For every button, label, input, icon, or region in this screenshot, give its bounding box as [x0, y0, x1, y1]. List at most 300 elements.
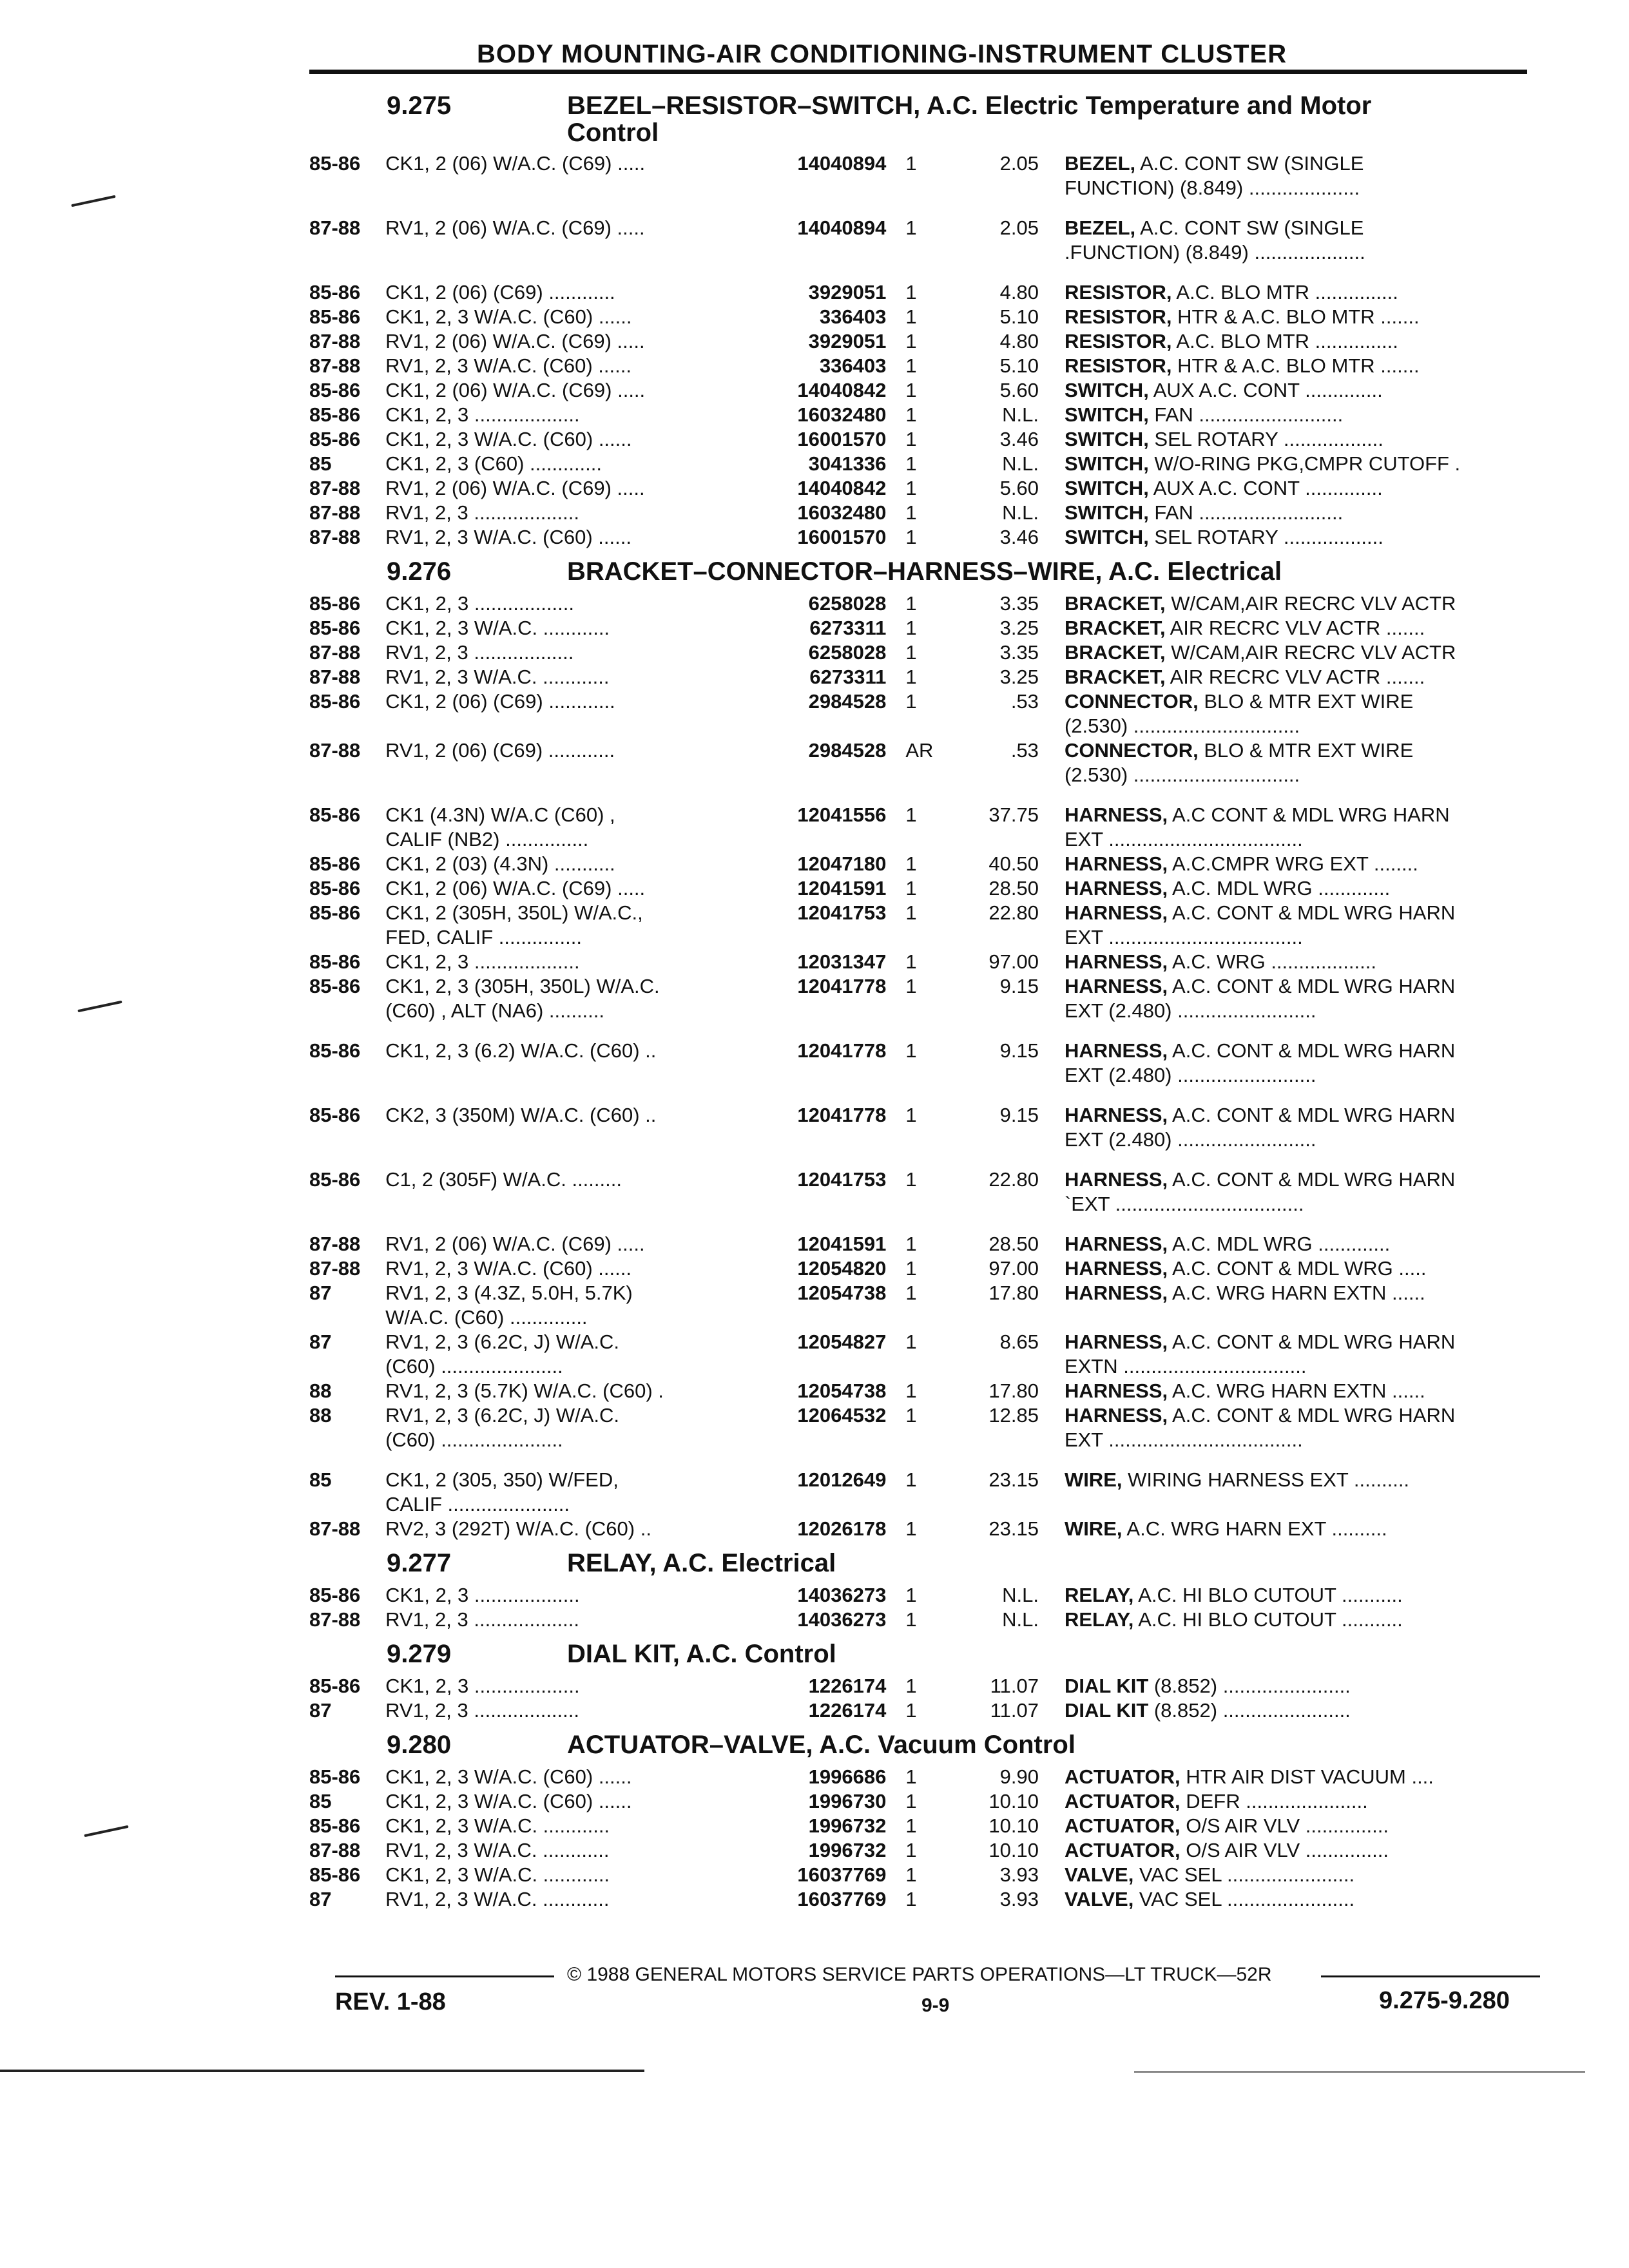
footer-copyright: © 1988 GENERAL MOTORS SERVICE PARTS OPERATIONS—LT TRUCK—52R [567, 1964, 1272, 1985]
bottom-rule [0, 2070, 644, 2072]
part-description [1039, 1168, 1534, 1216]
quantity: 1 [905, 975, 917, 997]
part-number: 1226174 [808, 1699, 887, 1722]
part-number: 14040894 [797, 216, 887, 239]
part-row [309, 329, 1534, 354]
quantity: 1 [905, 526, 917, 548]
part-number: 16032480 [797, 403, 887, 426]
model-year: 85-86 [309, 690, 361, 713]
model-application: RV1, 2, 3 ................... [385, 1699, 579, 1722]
model-year: 85-86 [309, 152, 361, 175]
part-description [1039, 1403, 1534, 1452]
part-name: HARNESS, [1064, 1257, 1168, 1280]
part-name: HARNESS, [1064, 1404, 1168, 1427]
model-year: 87-88 [309, 501, 361, 524]
part-description [1039, 640, 1534, 665]
model-year: 87-88 [309, 477, 361, 499]
quantity: 1 [905, 1699, 917, 1722]
part-name: HARNESS, [1064, 950, 1168, 973]
part-number: 12041753 [797, 1168, 887, 1191]
part-detail: HTR & A.C. BLO MTR ....... [1171, 354, 1420, 377]
part-description [1039, 151, 1534, 200]
section-heading [309, 1731, 1534, 1760]
part-number: 12041591 [797, 1233, 887, 1255]
part-description [1039, 1789, 1534, 1814]
model-application: RV1, 2, 3 W/A.C. ............ [385, 1888, 610, 1910]
part-row [309, 1838, 1534, 1863]
part-description [1039, 591, 1534, 616]
price: 23.15 [988, 1468, 1039, 1491]
part-number: 6258028 [808, 641, 887, 664]
part-detail: VAC SEL ....................... [1133, 1888, 1355, 1910]
model-application: RV1, 2 (06) W/A.C. (C69) ..... [385, 216, 645, 239]
part-row [309, 901, 1534, 950]
part-detail: A.C. WRG HARN EXT .......... [1122, 1517, 1387, 1540]
quantity: 1 [905, 1039, 917, 1062]
model-year: 85-86 [309, 1168, 361, 1191]
quantity: 1 [905, 592, 917, 615]
part-description [1039, 1608, 1534, 1632]
part-number: 336403 [819, 305, 887, 328]
part-description [1039, 1256, 1534, 1281]
part-row [309, 640, 1534, 665]
model-year: 87-88 [309, 666, 361, 688]
price: N.L. [1002, 403, 1039, 426]
model-year: 87-88 [309, 330, 361, 352]
section-9-277 [309, 1549, 1534, 1632]
part-detail: FAN .......................... [1148, 501, 1344, 524]
section-9-280 [309, 1731, 1534, 1912]
price: 10.10 [988, 1814, 1039, 1837]
part-number: 12041591 [797, 877, 887, 899]
part-name: VALVE, [1064, 1863, 1134, 1886]
quantity: 1 [905, 641, 917, 664]
part-number: 14040894 [797, 152, 887, 175]
model-application: CK2, 3 (350M) W/A.C. (C60) .. [385, 1104, 657, 1126]
part-row [309, 452, 1534, 476]
model-year: 87 [309, 1331, 332, 1353]
section-9-279 [309, 1640, 1534, 1723]
quantity: 1 [905, 305, 917, 328]
part-detail: A.C. WRG HARN EXTN ...... [1168, 1282, 1425, 1304]
part-description [1039, 525, 1534, 550]
part-name: WIRE, [1064, 1517, 1123, 1540]
quantity: 1 [905, 1468, 917, 1491]
price: 17.80 [988, 1379, 1039, 1402]
model-year: 87-88 [309, 1839, 361, 1861]
model-year: 87 [309, 1282, 332, 1304]
part-detail: (8.852) ....................... [1148, 1675, 1351, 1697]
model-application: CK1, 2, 3 W/A.C. (C60) ...... [385, 305, 632, 328]
model-application: CK1, 2, 3 (305H, 350L) W/A.C. (C60) , ALT (NA6) .......... [385, 975, 660, 1022]
part-name: CONNECTOR, [1064, 739, 1199, 762]
price: 11.07 [990, 1675, 1039, 1697]
model-application: RV1, 2, 3 W/A.C. (C60) ...... [385, 1257, 631, 1280]
model-year: 85-86 [309, 1863, 361, 1886]
price: 22.80 [988, 1168, 1039, 1191]
part-description [1039, 378, 1534, 403]
part-number: 6273311 [809, 617, 887, 639]
price: 23.15 [988, 1517, 1039, 1540]
price: 12.85 [988, 1404, 1039, 1427]
section-number: 9.280 [387, 1731, 452, 1759]
footer-rule-left [335, 1975, 554, 1977]
part-number: 12012649 [797, 1468, 887, 1491]
part-row [309, 803, 1534, 852]
section-title: BRACKET–CONNECTOR–HARNESS–WIRE, A.C. Electrical [567, 557, 1282, 586]
part-row [309, 427, 1534, 452]
model-year: 87-88 [309, 1257, 361, 1280]
part-name: RESISTOR, [1064, 330, 1172, 352]
section-number: 9.279 [387, 1640, 452, 1668]
model-year: 85-86 [309, 281, 361, 303]
model-year: 87-88 [309, 739, 361, 762]
part-number: 16037769 [797, 1888, 887, 1910]
part-row [309, 280, 1534, 305]
part-row [309, 1583, 1534, 1608]
part-description [1039, 1765, 1534, 1789]
part-number: 12041556 [797, 803, 887, 826]
part-description [1039, 1281, 1534, 1305]
part-detail: A.C. CONT & MDL WRG HARN EXT ................................... [1064, 1404, 1456, 1451]
part-name: HARNESS, [1064, 852, 1168, 875]
price: 28.50 [988, 1233, 1039, 1255]
model-application: CK1, 2, 3 W/A.C. (C60) ...... [385, 428, 632, 450]
model-year: 85-86 [309, 403, 361, 426]
price: 22.80 [988, 901, 1039, 924]
part-detail: (8.852) ....................... [1148, 1699, 1351, 1722]
model-year: 87-88 [309, 354, 361, 377]
part-row [309, 1403, 1534, 1452]
price: 10.10 [988, 1839, 1039, 1861]
part-row [309, 1517, 1534, 1541]
model-year: 87-88 [309, 641, 361, 664]
part-name: ACTUATOR, [1064, 1790, 1181, 1812]
quantity: 1 [905, 950, 917, 973]
part-number: 16001570 [797, 428, 887, 450]
part-name: SWITCH, [1064, 379, 1149, 401]
part-row [309, 501, 1534, 525]
part-row [309, 305, 1534, 329]
part-row [309, 525, 1534, 550]
part-description [1039, 974, 1534, 1023]
section-heading [309, 91, 1534, 146]
part-row [309, 1814, 1534, 1838]
part-name: SWITCH, [1064, 428, 1149, 450]
quantity: 1 [905, 1517, 917, 1540]
part-name: HARNESS, [1064, 1168, 1168, 1191]
price: 9.90 [999, 1765, 1039, 1788]
part-number: 14040842 [797, 379, 887, 401]
quantity: 1 [905, 403, 917, 426]
part-row [309, 216, 1534, 265]
model-year: 85-86 [309, 592, 361, 615]
quantity: 1 [905, 428, 917, 450]
model-year: 85 [309, 1790, 332, 1812]
part-name: CONNECTOR, [1064, 690, 1199, 713]
part-row [309, 665, 1534, 689]
model-year: 87-88 [309, 1517, 361, 1540]
part-number: 12041778 [797, 1104, 887, 1126]
part-name: RELAY, [1064, 1608, 1134, 1631]
model-application: CK1, 2 (03) (4.3N) ........... [385, 852, 615, 875]
price: 37.75 [988, 803, 1039, 826]
part-number: 1996730 [808, 1790, 887, 1812]
part-description [1039, 1583, 1534, 1608]
model-year: 85-86 [309, 901, 361, 924]
part-row [309, 1232, 1534, 1256]
part-row [309, 378, 1534, 403]
quantity: 1 [905, 501, 917, 524]
price: N.L. [1002, 1608, 1039, 1631]
quantity: 1 [905, 1104, 917, 1126]
model-application: RV2, 3 (292T) W/A.C. (C60) .. [385, 1517, 651, 1540]
model-application: RV1, 2, 3 (6.2C, J) W/A.C. (C60) ...................... [385, 1404, 619, 1451]
part-row [309, 1863, 1534, 1887]
quantity: 1 [905, 1888, 917, 1910]
part-description [1039, 1814, 1534, 1838]
part-number: 12054738 [797, 1282, 887, 1304]
model-application: CK1, 2 (06) W/A.C. (C69) ..... [385, 152, 646, 175]
quantity: 1 [905, 1331, 917, 1353]
part-number: 12041778 [797, 1039, 887, 1062]
part-description [1039, 665, 1534, 689]
part-number: 12054820 [797, 1257, 887, 1280]
part-description [1039, 452, 1534, 476]
part-number: 2984528 [808, 739, 887, 762]
model-application: RV1, 2 (06) W/A.C. (C69) ..... [385, 330, 645, 352]
part-name: SWITCH, [1064, 501, 1149, 524]
model-application: RV1, 2, 3 ................... [385, 501, 579, 524]
part-description [1039, 876, 1534, 901]
part-name: ACTUATOR, [1064, 1839, 1181, 1861]
quantity: 1 [905, 1790, 917, 1812]
quantity: 1 [905, 1257, 917, 1280]
part-description [1039, 1838, 1534, 1863]
price: 4.80 [999, 330, 1039, 352]
quantity: 1 [905, 1675, 917, 1697]
part-detail: A.C. HI BLO CUTOUT ........... [1133, 1584, 1403, 1606]
part-detail: A.C. HI BLO CUTOUT ........... [1133, 1608, 1403, 1631]
part-row [309, 1168, 1534, 1216]
part-detail: VAC SEL ....................... [1133, 1863, 1355, 1886]
quantity: 1 [905, 452, 917, 475]
part-description [1039, 616, 1534, 640]
price: 9.15 [999, 1104, 1039, 1126]
part-row [309, 1608, 1534, 1632]
part-description [1039, 329, 1534, 354]
part-name: RESISTOR, [1064, 281, 1172, 303]
price: 5.10 [999, 354, 1039, 377]
quantity: 1 [905, 1765, 917, 1788]
model-application: CK1, 2 (06) (C69) ............ [385, 281, 615, 303]
part-description [1039, 280, 1534, 305]
price: 2.05 [999, 216, 1039, 239]
model-year: 85-86 [309, 852, 361, 875]
part-description [1039, 950, 1534, 974]
model-application: CK1, 2, 3 .................. [385, 592, 574, 615]
section-9-275 [309, 91, 1534, 550]
model-application: RV1, 2, 3 (4.3Z, 5.0H, 5.7K) W/A.C. (C60) .............. [385, 1282, 633, 1329]
model-application: C1, 2 (305F) W/A.C. ......... [385, 1168, 622, 1191]
part-description [1039, 427, 1534, 452]
part-description [1039, 1039, 1534, 1088]
quantity: 1 [905, 1168, 917, 1191]
part-name: ACTUATOR, [1064, 1765, 1181, 1788]
part-name: DIAL KIT [1064, 1675, 1149, 1697]
part-description [1039, 1698, 1534, 1723]
model-application: RV1, 2, 3 W/A.C. (C60) ...... [385, 526, 631, 548]
part-row [309, 354, 1534, 378]
price: 11.07 [990, 1699, 1039, 1722]
footer-section-range: 9.275-9.280 [1379, 1987, 1510, 2014]
quantity: 1 [905, 852, 917, 875]
part-name: HARNESS, [1064, 1379, 1168, 1402]
part-row [309, 1256, 1534, 1281]
price: 97.00 [988, 950, 1039, 973]
quantity: 1 [905, 1863, 917, 1886]
part-row [309, 1468, 1534, 1517]
model-application: CK1, 2 (305H, 350L) W/A.C., FED, CALIF ............... [385, 901, 643, 948]
part-description [1039, 1330, 1534, 1379]
part-detail: BLO & MTR EXT WIRE (2.530) .............................. [1064, 739, 1414, 786]
model-application: CK1, 2 (06) (C69) ............ [385, 690, 615, 713]
model-application: RV1, 2, 3 (5.7K) W/A.C. (C60) . [385, 1379, 664, 1402]
price: 5.10 [999, 305, 1039, 328]
part-detail: A.C. CONT & MDL WRG HARN EXT (2.480) ......................... [1064, 1104, 1456, 1151]
model-year: 85-86 [309, 1765, 361, 1788]
model-year: 85-86 [309, 975, 361, 997]
model-year: 88 [309, 1404, 332, 1427]
part-row [309, 1281, 1534, 1330]
model-year: 85-86 [309, 1814, 361, 1837]
model-year: 85-86 [309, 877, 361, 899]
part-name: HARNESS, [1064, 901, 1168, 924]
part-detail: W/CAM,AIR RECRC VLV ACTR [1165, 592, 1456, 615]
part-row [309, 876, 1534, 901]
quantity: 1 [905, 901, 917, 924]
model-year: 87-88 [309, 526, 361, 548]
part-name: ACTUATOR, [1064, 1814, 1181, 1837]
quantity: 1 [905, 1282, 917, 1304]
model-year: 87-88 [309, 1608, 361, 1631]
part-number: 12026178 [797, 1517, 887, 1540]
part-row [309, 974, 1534, 1023]
model-application: CK1, 2, 3 W/A.C. ............ [385, 617, 610, 639]
price: N.L. [1002, 501, 1039, 524]
price: 3.25 [999, 666, 1039, 688]
part-name: SWITCH, [1064, 403, 1149, 426]
part-row [309, 1789, 1534, 1814]
part-detail: AIR RECRC VLV ACTR ....... [1165, 617, 1425, 639]
model-year: 87 [309, 1888, 332, 1910]
model-application: CK1, 2, 3 W/A.C. (C60) ...... [385, 1765, 632, 1788]
part-detail: FAN .......................... [1148, 403, 1344, 426]
quantity: 1 [905, 1379, 917, 1402]
part-name: BRACKET, [1064, 592, 1166, 615]
part-detail: A.C. MDL WRG ............. [1168, 877, 1391, 899]
part-description [1039, 1379, 1534, 1403]
model-application: CK1, 2, 3 ................... [385, 1675, 580, 1697]
part-row [309, 1103, 1534, 1152]
binder-hole-mark [84, 1825, 128, 1837]
binder-hole-mark [77, 1001, 122, 1012]
part-detail: A.C. CONT & MDL WRG HARN EXTN ................................. [1064, 1331, 1456, 1378]
part-description [1039, 901, 1534, 950]
model-application: CK1, 2, 3 ................... [385, 403, 580, 426]
part-description [1039, 476, 1534, 501]
quantity: 1 [905, 1404, 917, 1427]
part-description [1039, 852, 1534, 876]
quantity: 1 [905, 877, 917, 899]
model-application: CK1, 2, 3 (6.2) W/A.C. (C60) .. [385, 1039, 657, 1062]
quantity: 1 [905, 617, 917, 639]
model-year: 85-86 [309, 617, 361, 639]
part-detail: O/S AIR VLV ............... [1180, 1839, 1389, 1861]
model-application: RV1, 2, 3 ................... [385, 1608, 579, 1631]
part-detail: A.C. CONT SW (SINGLE FUNCTION) (8.849) .................... [1064, 152, 1364, 199]
model-year: 85-86 [309, 1675, 361, 1697]
part-row [309, 689, 1534, 738]
part-detail: AIR RECRC VLV ACTR ....... [1165, 666, 1425, 688]
part-name: WIRE, [1064, 1468, 1123, 1491]
part-description [1039, 803, 1534, 852]
quantity: 1 [905, 379, 917, 401]
part-detail: A.C. WRG HARN EXTN ...... [1168, 1379, 1425, 1402]
part-number: 12041753 [797, 901, 887, 924]
part-number: 1996732 [808, 1814, 887, 1837]
part-description [1039, 1232, 1534, 1256]
part-description [1039, 305, 1534, 329]
part-row [309, 616, 1534, 640]
model-application: RV1, 2, 3 W/A.C. ............ [385, 1839, 610, 1861]
part-row [309, 151, 1534, 200]
part-name: SWITCH, [1064, 526, 1149, 548]
part-detail: W/CAM,AIR RECRC VLV ACTR [1165, 641, 1456, 664]
quantity: 1 [905, 1814, 917, 1837]
section-number: 9.277 [387, 1549, 452, 1577]
part-name: RESISTOR, [1064, 305, 1172, 328]
part-row [309, 1765, 1534, 1789]
binder-hole-mark [71, 195, 115, 207]
part-row [309, 1674, 1534, 1698]
part-description [1039, 216, 1534, 265]
section-title: DIAL KIT, A.C. Control [567, 1640, 836, 1668]
part-number: 3041336 [808, 452, 887, 475]
part-name: RELAY, [1064, 1584, 1134, 1606]
model-application: CK1, 2, 3 W/A.C. ............ [385, 1863, 610, 1886]
part-number: 1996686 [808, 1765, 887, 1788]
part-detail: A.C CONT & MDL WRG HARN EXT ................................... [1064, 803, 1450, 850]
part-number: 1996732 [808, 1839, 887, 1861]
part-description [1039, 1674, 1534, 1698]
model-application: CK1, 2 (06) W/A.C. (C69) ..... [385, 877, 646, 899]
part-number: 12031347 [797, 950, 887, 973]
part-row [309, 1379, 1534, 1403]
quantity: 1 [905, 477, 917, 499]
quantity: 1 [905, 1839, 917, 1861]
part-number: 12054827 [797, 1331, 887, 1353]
part-detail: AUX A.C. CONT .............. [1148, 477, 1383, 499]
price: 17.80 [988, 1282, 1039, 1304]
model-application: CK1, 2, 3 W/A.C. ............ [385, 1814, 610, 1837]
part-name: BEZEL, [1064, 216, 1136, 239]
part-detail: A.C. CONT & MDL WRG HARN EXT (2.480) ......................... [1064, 975, 1456, 1022]
part-number: 16001570 [797, 526, 887, 548]
part-detail: HTR & A.C. BLO MTR ....... [1171, 305, 1420, 328]
part-number: 2984528 [808, 690, 887, 713]
price: 9.15 [999, 1039, 1039, 1062]
